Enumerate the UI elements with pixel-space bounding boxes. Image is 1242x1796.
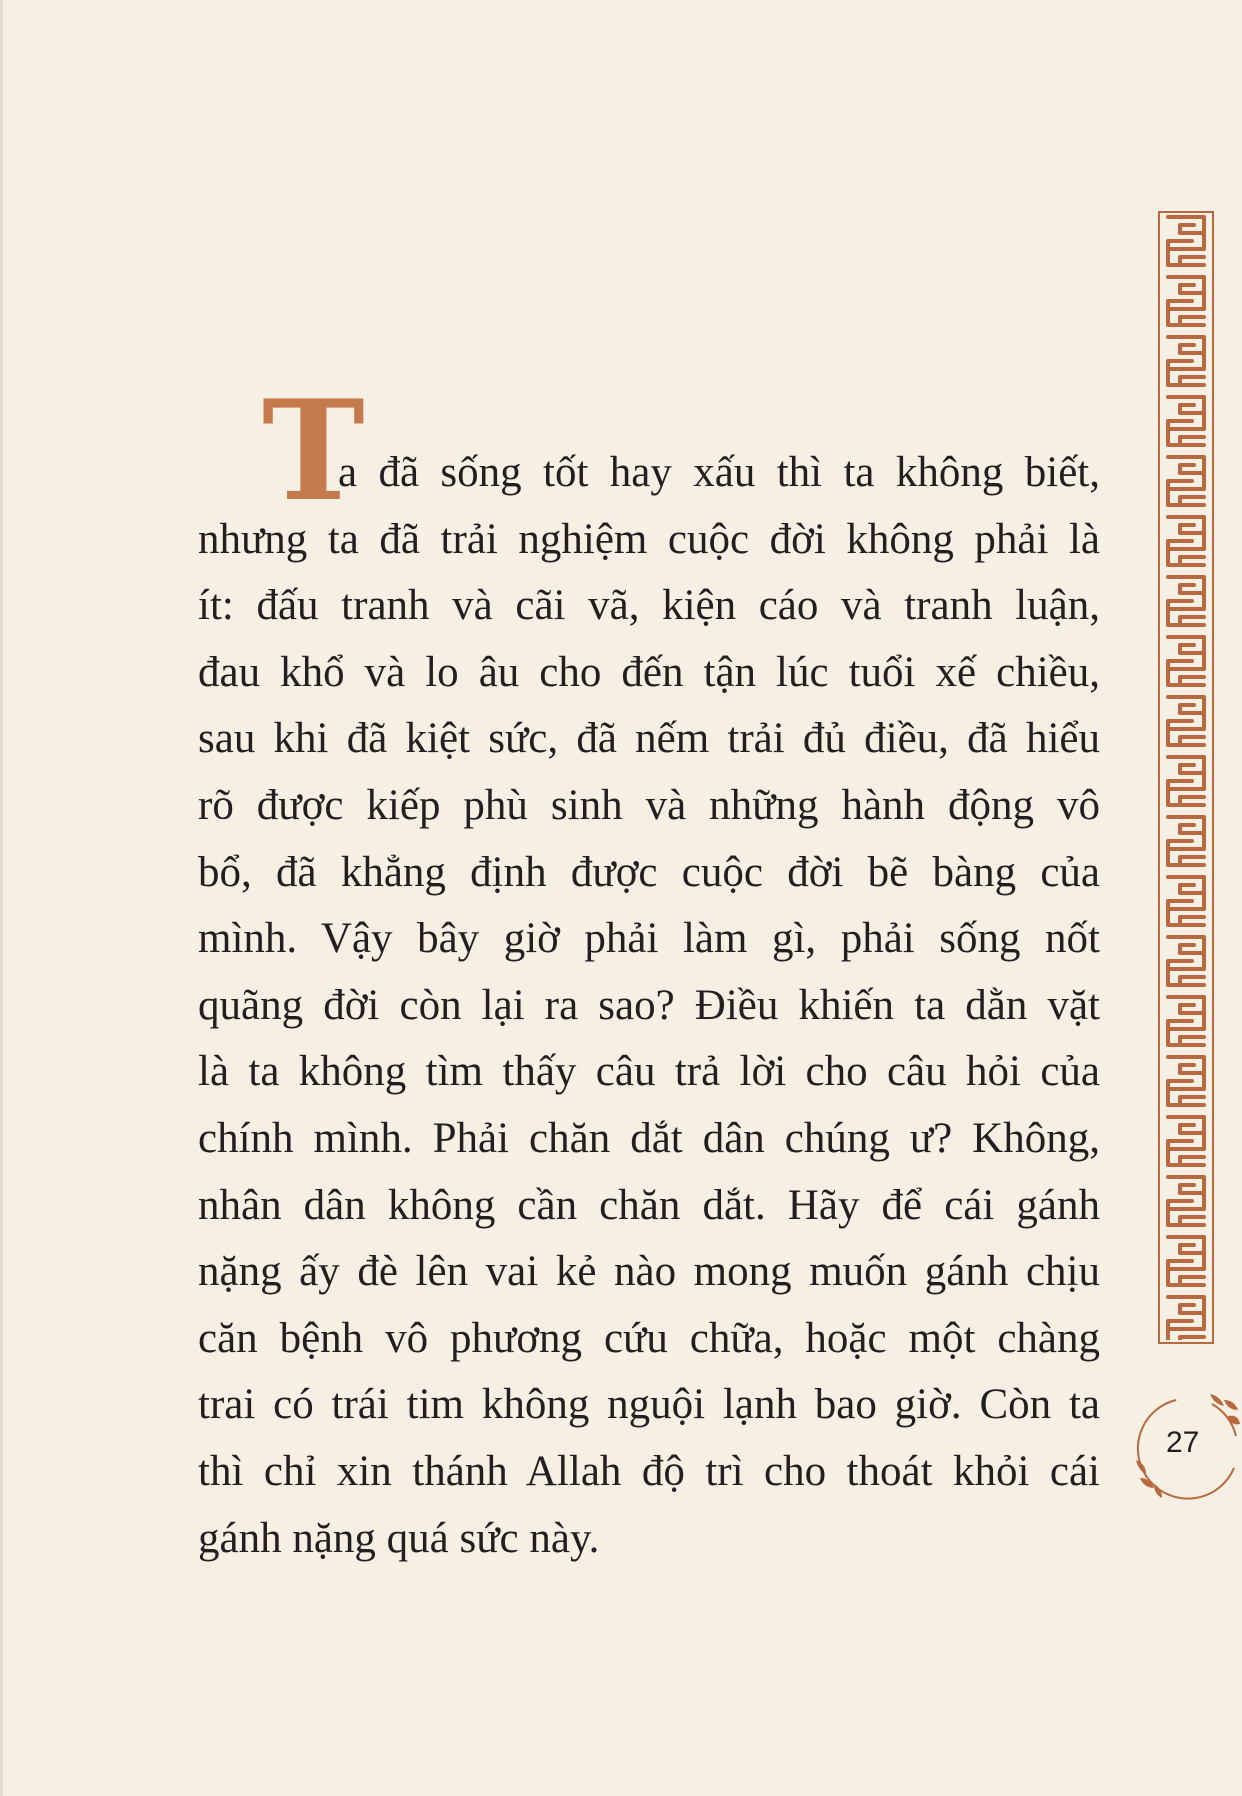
paragraph-line: bổ, đã khẳng định được cuộc đời bẽ bàng của (198, 848, 1100, 896)
paragraph-line: sau khi đã kiệt sức, đã nếm trải đủ điều, đã hiểu (198, 715, 1100, 763)
drop-cap: T (262, 369, 365, 532)
page-edge (0, 0, 3, 1796)
paragraph-line: thì chỉ xin thánh Allah độ trì cho thoát khỏi cái (198, 1447, 1100, 1495)
ornamental-border (1158, 211, 1214, 1344)
paragraph-line: nặng ấy đè lên vai kẻ nào mong muốn gánh chịu (198, 1248, 1100, 1296)
paragraph-line: là ta không tìm thấy câu trả lời cho câu hỏi của (198, 1048, 1100, 1096)
paragraph-line: gánh nặng quá sức này. (198, 1514, 600, 1562)
paragraph-line: nhân dân không cần chăn dắt. Hãy để cái gánh (198, 1181, 1100, 1229)
paragraph-line: rõ được kiếp phù sinh và những hành động vô (198, 781, 1100, 829)
paragraph-line: trai có trái tim không nguội lạnh bao giờ. Còn ta (198, 1381, 1100, 1429)
body-paragraph (198, 440, 1100, 1572)
page-number: 27 (1166, 1426, 1200, 1459)
paragraph-line: đau khổ và lo âu cho đến tận lúc tuổi xế chiều, (198, 648, 1100, 696)
paragraph-line: quãng đời còn lại ra sao? Điều khiến ta dằn vặt (198, 981, 1100, 1029)
paragraph-line: a đã sống tốt hay xấu thì ta không biết, (338, 449, 1100, 496)
paragraph-line: chính mình. Phải chăn dắt dân chúng ư? Không, (198, 1114, 1100, 1162)
paragraph-line: căn bệnh vô phương cứu chữa, hoặc một chàng (198, 1314, 1100, 1362)
paragraph-line: ít: đấu tranh và cãi vã, kiện cáo và tranh luận, (198, 582, 1100, 630)
paragraph-line: mình. Vậy bây giờ phải làm gì, phải sống nốt (198, 915, 1100, 963)
paragraph-line: nhưng ta đã trải nghiệm cuộc đời không phải là (198, 515, 1100, 563)
